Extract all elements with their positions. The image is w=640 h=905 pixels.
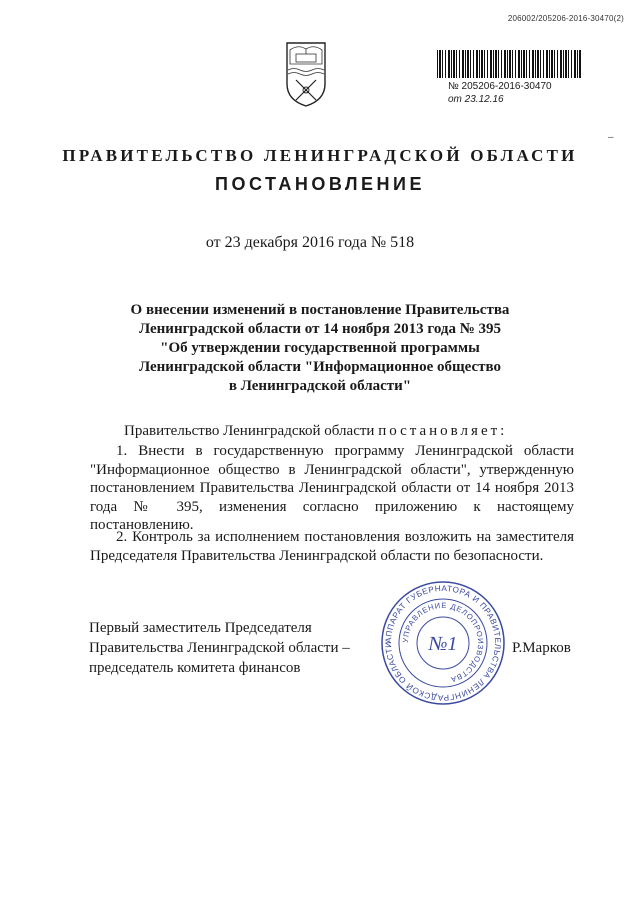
decree-title: ПОСТАНОВЛЕНИЕ — [215, 174, 425, 194]
margin-mark: – — [608, 132, 614, 143]
seal-outer-text: АППАРАТ ГУБЕРНАТОРА И ПРАВИТЕЛЬСТВА ЛЕНИНГРАДСКОЙ ОБЛАСТИ — [383, 583, 503, 703]
official-seal — [380, 580, 506, 706]
decree-date: от 23 декабря 2016 года № 518 — [205, 234, 415, 251]
signatory-position — [89, 618, 350, 678]
seal-inner-text: УПРАВЛЕНИЕ ДЕЛОПРОИЗВОДСТВА — [400, 600, 486, 685]
signatory-position-line: Первый заместитель Председателя — [89, 620, 312, 636]
registration-number: № 205206-2016-30470 — [448, 81, 552, 92]
seal-number: №1 — [428, 633, 458, 655]
decree-item-2: 2. Контроль за исполнением постановления возложить на заместителя Председателя Правительства Ленинградской области по безопасности. — [90, 529, 574, 564]
preamble-prefix: Правительство Ленинградской области — [124, 423, 375, 439]
coat-of-arms-emblem — [284, 40, 328, 108]
registration-date: от 23.12.16 — [448, 94, 504, 105]
preamble-verb: постановляет: — [378, 423, 508, 439]
subject-line: О внесении изменений в постановление Правительства — [130, 302, 510, 318]
subject-line: в Ленинградской области" — [228, 378, 412, 394]
signatory-position-line: Правительства Ленинградской области – — [89, 640, 350, 656]
signatory-position-line: председатель комитета финансов — [89, 660, 301, 676]
decree-item-1: 1. Внести в государственную программу Ленинградской области "Информационное общество в Ленинградской области", утвержденную постановлением Правительства Ленинградской области от 14 ноября 2013 года № 395, изменения согласно приложению к настоящему постановлению. — [90, 443, 574, 533]
subject-line: "Об утверждении государственной программы — [160, 340, 480, 356]
subject-line: Ленинградской области "Информационное общество — [138, 359, 502, 375]
preamble — [124, 423, 507, 440]
government-title: ПРАВИТЕЛЬСТВО ЛЕНИНГРАДСКОЙ ОБЛАСТИ — [62, 146, 578, 165]
signatory-name: Р.Марков — [512, 640, 571, 656]
subject-line: Ленинградской области от 14 ноября 2013 года № 395 — [138, 321, 502, 337]
decree-subject — [120, 301, 520, 396]
document-id: 206002/205206-2016-30470(2) — [507, 14, 624, 23]
barcode — [437, 50, 582, 78]
